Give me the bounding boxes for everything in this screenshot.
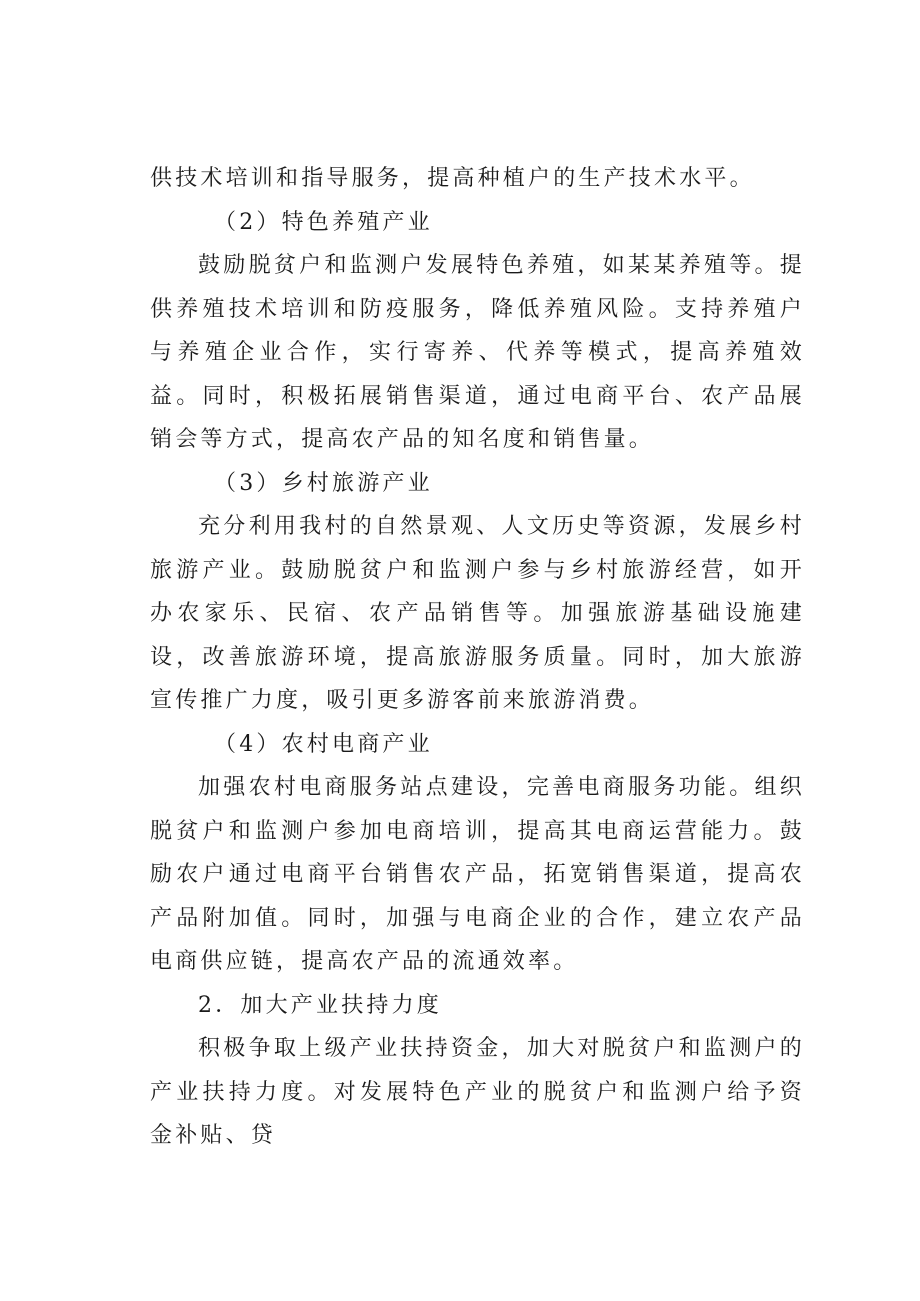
subheading-aquaculture: （2）特色养殖产业 xyxy=(214,209,433,235)
paragraph-continuation: 供技术培训和指导服务，提高种植户的生产技术水平。 xyxy=(150,166,755,191)
paragraph-rural-tourism: 充分利用我村的自然景观、人文历史等资源，发展乡村旅游产业。鼓励脱贫户和监测户参与乡村旅游经营，如开办农家乐、民宿、农产品销售等。加强旅游基础设施建设，改善旅游环境，提高旅游服务质量。同时，加大旅游宣传推广力度，吸引更多游客前来旅游消费。 xyxy=(150,514,805,713)
subheading-rural-tourism: （3）乡村旅游产业 xyxy=(214,470,433,496)
document-body xyxy=(150,157,805,1158)
section-heading-industry-support: 2．加大产业扶持力度 xyxy=(198,992,442,1018)
paragraph-rural-ecommerce: 加强农村电商服务站点建设，完善电商服务功能。组织脱贫户和监测户参加电商培训，提高其电商运营能力。鼓励农户通过电商平台销售农产品，拓宽销售渠道，提高农产品附加值。同时，加强与电商企业的合作，建立农产品电商供应链，提高农产品的流通效率。 xyxy=(150,775,805,974)
paragraph-aquaculture: 鼓励脱贫户和监测户发展特色养殖，如某某养殖等。提供养殖技术培训和防疫服务，降低养殖风险。支持养殖户与养殖企业合作，实行寄养、代养等模式，提高养殖效益。同时，积极拓展销售渠道，通过电商平台、农产品展销会等方式，提高农产品的知名度和销售量。 xyxy=(150,253,805,452)
subheading-rural-ecommerce: （4）农村电商产业 xyxy=(214,731,433,757)
paragraph-industry-support: 积极争取上级产业扶持资金，加大对脱贫户和监测户的产业扶持力度。对发展特色产业的脱贫户和监测户给予资金补贴、贷 xyxy=(150,1036,805,1148)
